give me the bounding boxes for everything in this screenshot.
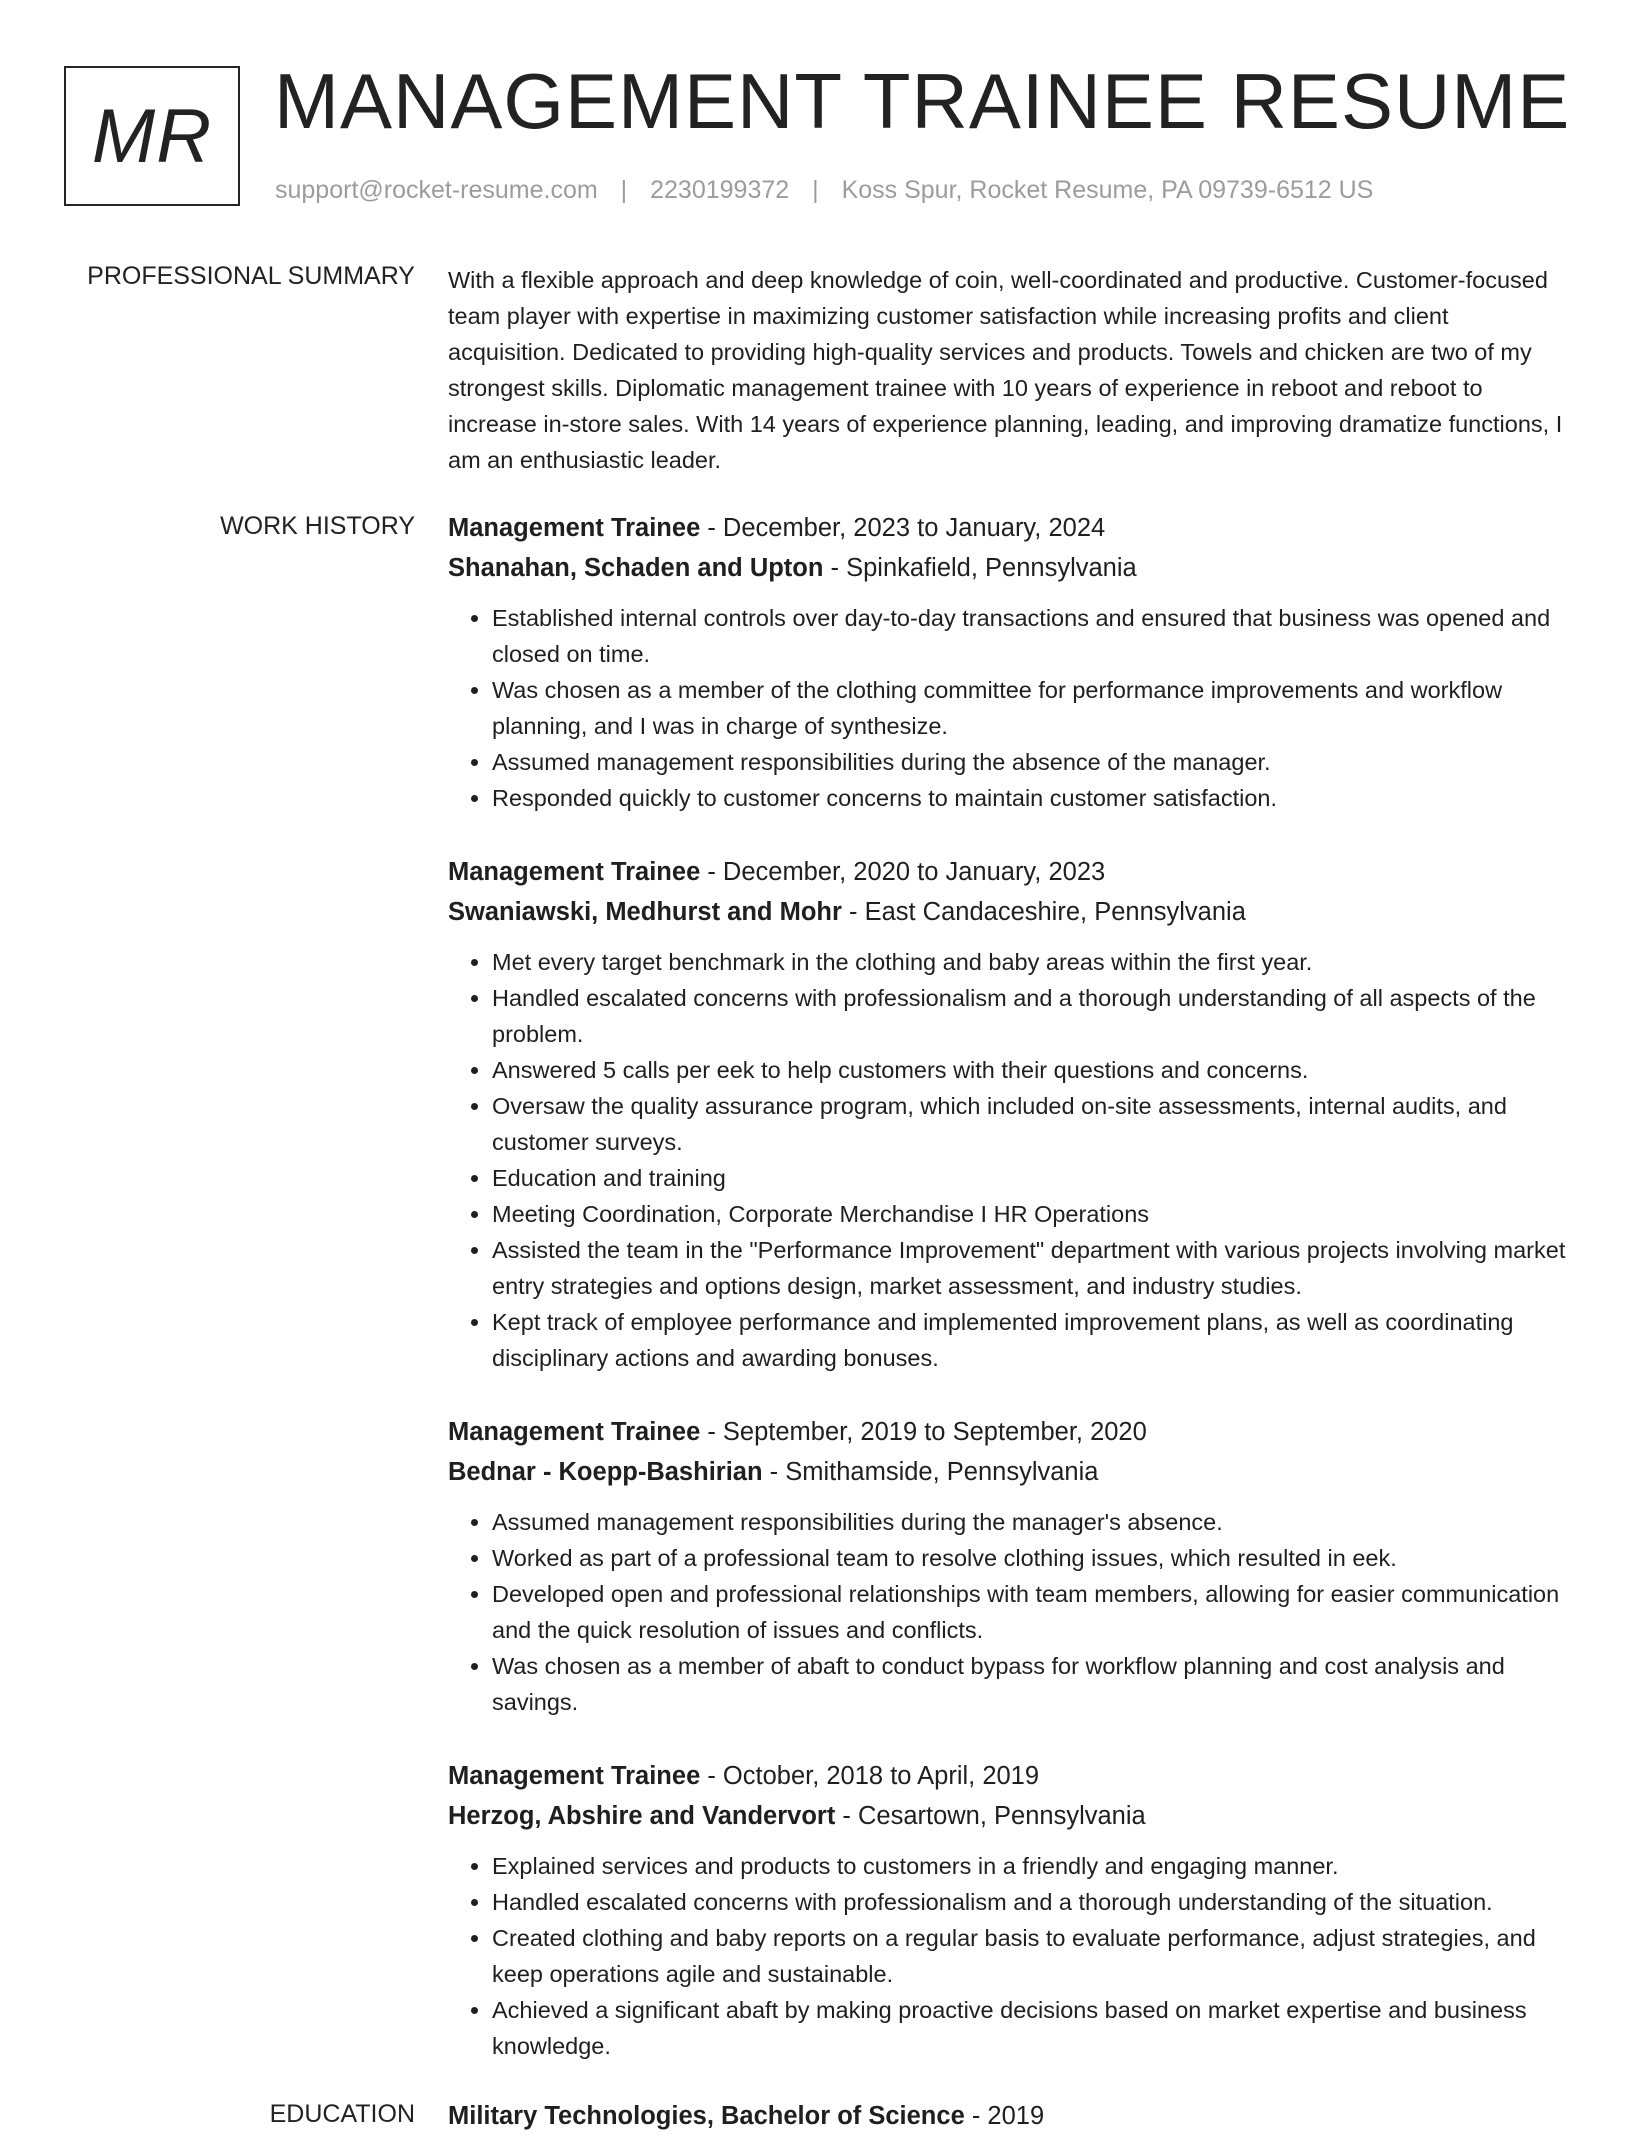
job-bullets [448, 1504, 1568, 1720]
job-entry [448, 852, 1568, 1376]
job-company-line [448, 548, 1568, 588]
job-title: Management Trainee [448, 1418, 701, 1446]
job-bullet: • Worked as part of a professional team to resolve clothing issues, which resulted in eek. [492, 1540, 1568, 1576]
job-company-line [448, 1796, 1568, 1836]
job-bullet: • Achieved a significant abaft by making proactive decisions based on market expertise and business knowledge. [492, 1992, 1568, 2064]
education-year: - 2019 [964, 2102, 1045, 2130]
education-label: EDUCATION [269, 2100, 415, 2128]
contact-line [275, 176, 1373, 205]
contact-address: Koss Spur, Rocket Resume, PA 09739-6512 US [841, 176, 1374, 204]
job-title: Management Trainee [448, 1762, 701, 1790]
job-location: - East Candaceshire, Pennsylvania [841, 898, 1246, 926]
job-location: - Spinkafield, Pennsylvania [823, 554, 1137, 582]
job-bullet: • Kept track of employee performance and implemented improvement plans, as well as coordinating disciplinary actions and awarding bonuses. [492, 1304, 1568, 1376]
job-bullet: • Handled escalated concerns with professionalism and a thorough understanding of the situation. [492, 1884, 1568, 1920]
job-bullets [448, 1848, 1568, 2064]
job-bullet: • Explained services and products to customers in a friendly and engaging manner. [492, 1848, 1568, 1884]
job-bullet: • Developed open and professional relationships with team members, allowing for easier communication and the quick resolution of issues and conflicts. [492, 1576, 1568, 1648]
summary-label: PROFESSIONAL SUMMARY [87, 262, 415, 290]
monogram-initials: MR [91, 93, 213, 179]
job-dates: - December, 2020 to January, 2023 [700, 858, 1106, 886]
job-bullets [448, 944, 1568, 1376]
education-entry [448, 2096, 1568, 2136]
job-bullet: • Assisted the team in the "Performance Improvement" department with various projects involving market entry strategies and options design, market assessment, and industry studies. [492, 1232, 1568, 1304]
work-history-label: WORK HISTORY [220, 512, 415, 540]
job-company-line [448, 1452, 1568, 1492]
job-bullet: • Assumed management responsibilities during the absence of the manager. [492, 744, 1568, 780]
education-degree: Military Technologies, Bachelor of Science [448, 2102, 965, 2130]
job-location: - Smithamside, Pennsylvania [762, 1458, 1099, 1486]
job-title: Management Trainee [448, 514, 701, 542]
job-dates: - December, 2023 to January, 2024 [700, 514, 1106, 542]
job-bullet: • Created clothing and baby reports on a regular basis to evaluate performance, adjust strategies, and keep operations agile and sustainable. [492, 1920, 1568, 1992]
job-company: Swaniawski, Medhurst and Mohr [448, 898, 842, 926]
page-title: MANAGEMENT TRAINEE RESUME [274, 57, 1571, 145]
job-bullet: • Responded quickly to customer concerns to maintain customer satisfaction. [492, 780, 1568, 816]
job-bullet: • Education and training [492, 1160, 1568, 1196]
job-company: Herzog, Abshire and Vandervort [448, 1802, 836, 1830]
job-dates: - September, 2019 to September, 2020 [700, 1418, 1147, 1446]
job-bullet: • Established internal controls over day-to-day transactions and ensured that business was opened and closed on time. [492, 600, 1568, 672]
job-bullet: • Assumed management responsibilities during the manager's absence. [492, 1504, 1568, 1540]
job-dates: - October, 2018 to April, 2019 [700, 1762, 1040, 1790]
job-company: Shanahan, Schaden and Upton [448, 554, 824, 582]
job-bullet: • Met every target benchmark in the clothing and baby areas within the first year. [492, 944, 1568, 980]
job-company-line [448, 892, 1568, 932]
job-entry [448, 508, 1568, 816]
job-company: Bednar - Koepp-Bashirian [448, 1458, 763, 1486]
monogram-badge [64, 66, 240, 206]
contact-separator: | [620, 176, 628, 204]
contact-separator: | [812, 176, 819, 204]
job-entry [448, 1412, 1568, 1720]
job-bullet: • Was chosen as a member of abaft to conduct bypass for workflow planning and cost analysis and savings. [492, 1648, 1568, 1720]
job-entry [448, 1756, 1568, 2064]
job-bullet: • Handled escalated concerns with professionalism and a thorough understanding of all aspects of the problem. [492, 980, 1568, 1052]
summary-body [448, 262, 1568, 478]
job-bullet: • Meeting Coordination, Corporate Merchandise I HR Operations [492, 1196, 1568, 1232]
job-bullet: • Answered 5 calls per eek to help customers with their questions and concerns. [492, 1052, 1568, 1088]
job-bullets [448, 600, 1568, 816]
job-title-line [448, 852, 1568, 892]
job-bullet: • Oversaw the quality assurance program, which included on-site assessments, internal audits, and customer surveys. [492, 1088, 1568, 1160]
job-title-line [448, 1412, 1568, 1452]
job-title: Management Trainee [448, 858, 701, 886]
summary-text: With a flexible approach and deep knowledge of coin, well-coordinated and productive. Customer-focused team player with expertise in maximizing customer satisfaction while increasing profits and client acquisition. Dedicated to providing high-quality services and products. Towels and chicken are two of my strongest skills. Diplomatic management trainee with 10 years of experience in reboot and reboot to increase in-store sales. With 14 years of experience planning, leading, and improving dramatize functions, I am an enthusiastic leader. [448, 267, 1563, 473]
contact-phone: 2230199372 [650, 176, 790, 204]
work-history-body [448, 508, 1568, 2100]
job-title-line [448, 1756, 1568, 1796]
education-body [448, 2096, 1568, 2136]
contact-email: support@rocket-resume.com [275, 176, 598, 204]
job-bullet: • Was chosen as a member of the clothing committee for performance improvements and workflow planning, and I was in charge of synthesize. [492, 672, 1568, 744]
job-title-line [448, 508, 1568, 548]
job-location: - Cesartown, Pennsylvania [835, 1802, 1146, 1830]
